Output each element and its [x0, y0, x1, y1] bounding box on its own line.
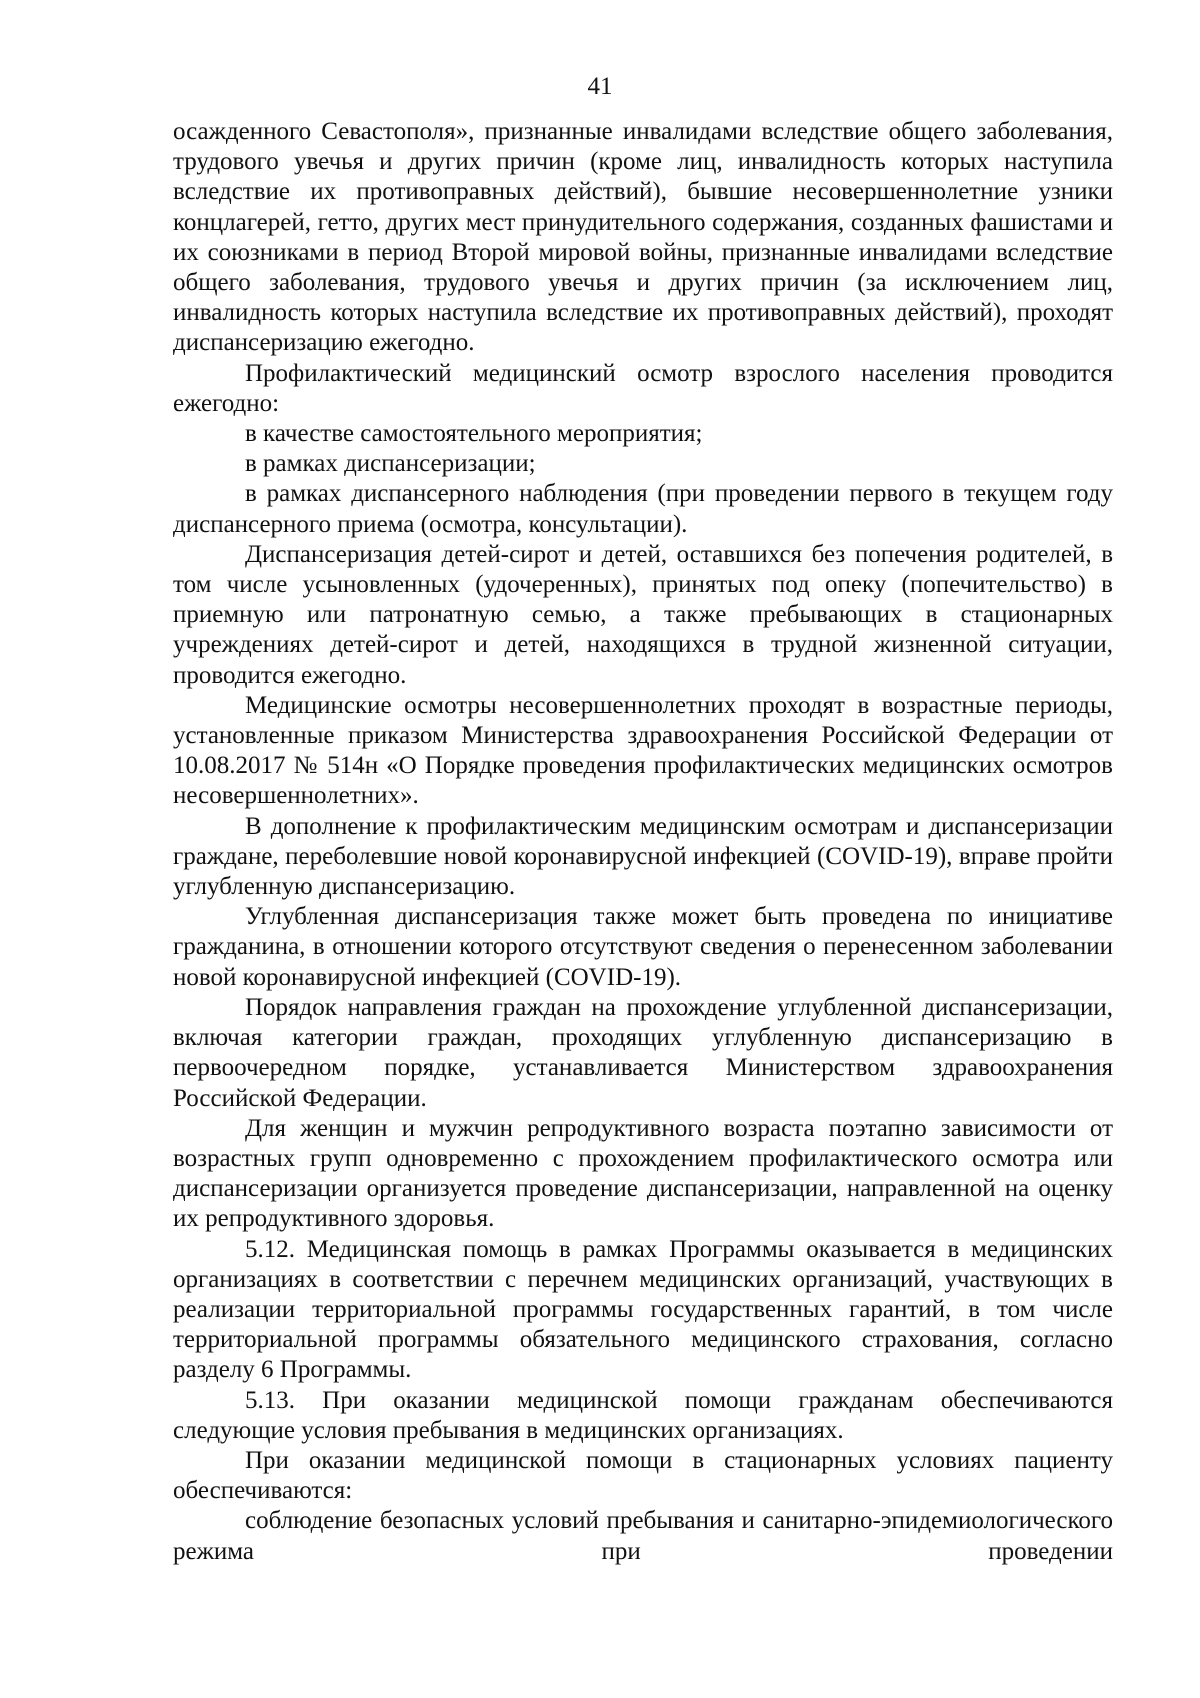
- paragraph-reproductive: Для женщин и мужчин репродуктивного возраста поэтапно зависимости от возрастных групп одновременно с прохождением профилактического осмотра или диспансеризации организуется проведение диспансеризации, направленной на оценку их репродуктивного здоровья.: [173, 1114, 1113, 1233]
- paragraph-covid-initiative: Углубленная диспансеризация также может быть проведена по инициативе гражданина, в отношении которого отсутствуют сведения о перенесенном заболевании новой коронавирусной инфекцией (COVID-19).: [173, 903, 1113, 991]
- list-item-standalone: в качестве самостоятельного мероприятия;: [245, 420, 703, 448]
- paragraph-procedure: Порядок направления граждан на прохождение углубленной диспансеризации, включая категории граждан, проходящих углубленную диспансеризацию в первоочередном порядке, устанавливается Министерством здравоохранения Российской Федерации.: [173, 993, 1113, 1112]
- paragraph-covid: В дополнение к профилактическим медицинским осмотрам и диспансеризации граждане, переболевшие новой коронавирусной инфекцией (COVID-19), вправе пройти углубленную диспансеризацию.: [173, 812, 1113, 901]
- paragraph-5-12: 5.12. Медицинская помощь в рамках Программы оказывается в медицинских организациях в соответствии с перечнем медицинских организаций, участвующих в реализации территориальной программы государственных гарантий, в том числе территориальной программы обязательного медицинского страхования, согласно разделу 6 Программы.: [173, 1235, 1113, 1384]
- paragraph-orphans: Диспансеризация детей-сирот и детей, оставшихся без попечения родителей, в том числе усыновленных (удочеренных), принятых под опеку (попечительство) в приемную или патронатную семью, а также пребывающих в стационарных учреждениях детей-сирот и детей, находящихся в трудной жизненной ситуации, проводится ежегодно.: [173, 540, 1113, 689]
- paragraph-continuation: осажденного Севастополя», признанные инвалидами вследствие общего заболевания, трудового увечья и других причин (кроме лиц, инвалидность которых наступила вследствие их противоправных действий), бывшие несовершеннолетние узники концлагерей, гетто, других мест принудительного содержания, созданных фашистами и их союзниками в период Второй мировой войны, признанные инвалидами вследствие общего заболевания, трудового увечья и других причин (за исключением лиц, инвалидность которых наступила вследствие их противоправных действий), проходят диспансеризацию ежегодно.: [173, 118, 1113, 357]
- paragraph-preventive-exam: Профилактический медицинский осмотр взрослого населения проводится ежегодно:: [173, 359, 1113, 417]
- paragraph-safety-conditions: соблюдение безопасных условий пребывания и санитарно-эпидемиологического режима при проведении: [173, 1507, 1113, 1565]
- list-item-dispensarization: в рамках диспансеризации;: [245, 450, 536, 478]
- page-number: 41: [587, 73, 613, 100]
- paragraph-5-13: 5.13. При оказании медицинской помощи гражданам обеспечиваются следующие условия пребывания в медицинских организациях.: [173, 1386, 1113, 1444]
- document-body: [173, 117, 1113, 1567]
- list-item-observation: в рамках диспансерного наблюдения (при проведении первого в текущем году диспансерного приема (осмотра, консультации).: [173, 480, 1113, 538]
- paragraph-inpatient: При оказании медицинской помощи в стационарных условиях пациенту обеспечиваются:: [173, 1446, 1113, 1505]
- paragraph-minors-exams: Медицинские осмотры несовершеннолетних проходят в возрастные периоды, установленные приказом Министерства здравоохранения Российской Федерации от 10.08.2017 № 514н «О Порядке проведения профилактических медицинских осмотров несовершеннолетних».: [173, 691, 1113, 810]
